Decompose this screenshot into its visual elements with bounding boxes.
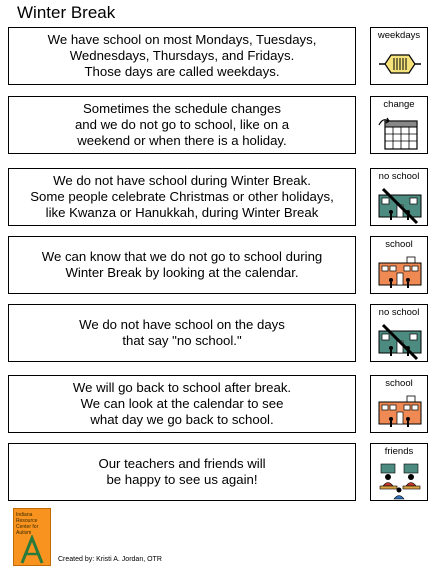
text-box-back-to-school	[8, 375, 356, 433]
icon-label: school	[385, 239, 413, 250]
text-box-no-school	[8, 168, 356, 226]
icon-card-school	[370, 375, 428, 433]
school-icon	[377, 394, 423, 432]
icon-label: change	[383, 99, 415, 110]
autism-a-logo-icon	[14, 535, 50, 565]
school-icon	[377, 255, 423, 293]
change-calendar-icon	[377, 115, 423, 153]
text-line: Wednesdays, Thursdays, and Fridays.	[69, 48, 295, 63]
icon-card-no-school	[370, 168, 428, 226]
text-line: weekend or when there is a holiday.	[77, 133, 287, 148]
no-school-icon	[377, 323, 423, 361]
text-box-no-school-days	[8, 304, 356, 362]
logo-text: Indiana Resource Center for Autism	[16, 512, 39, 536]
icon-label: school	[385, 378, 413, 389]
icon-label: friends	[384, 446, 414, 457]
text-line: be happy to see us again!	[106, 472, 258, 487]
text-line: Sometimes the schedule changes	[83, 101, 281, 116]
friends-icon	[377, 462, 423, 500]
credit-text: Created by: Kristi A. Jordan, OTR	[58, 556, 162, 563]
text-line: Some people celebrate Christmas or other holidays,	[30, 189, 334, 204]
irca-logo	[13, 508, 51, 566]
no-school-icon	[377, 187, 423, 225]
page-title: Winter Break	[17, 3, 116, 22]
text-line: We do not have school during Winter Break.	[53, 173, 311, 188]
text-line: Those days are called weekdays.	[84, 64, 280, 79]
icon-card-school	[370, 236, 428, 294]
text-box-schedule	[8, 96, 356, 154]
icon-card-change	[370, 96, 428, 154]
icon-label: no school	[378, 171, 420, 182]
text-line: We can know that we do not go to school during	[41, 249, 323, 264]
icon-label: weekdays	[377, 30, 421, 41]
text-line: Winter Break by looking at the calendar.	[65, 265, 299, 280]
text-line: like Kwanza or Hanukkah, during Winter Break	[45, 205, 319, 220]
text-line: Our teachers and friends will	[98, 456, 266, 471]
text-line: what day we go back to school.	[90, 412, 274, 427]
icon-card-no-school	[370, 304, 428, 362]
text-box-calendar	[8, 236, 356, 294]
icon-label: no school	[378, 307, 420, 318]
text-box-friends	[8, 443, 356, 501]
text-line: We do not have school on the days	[79, 317, 285, 332]
text-line: We can look at the calendar to see	[80, 396, 284, 411]
text-line: that say "no school."	[122, 333, 242, 348]
text-line: and we do not go to school, like on a	[74, 117, 290, 132]
icon-card-friends	[370, 443, 428, 501]
text-line: We have school on most Mondays, Tuesdays,	[47, 32, 317, 47]
weekdays-icon	[377, 46, 423, 82]
text-box-weekdays	[8, 27, 356, 85]
text-line: We will go back to school after break.	[72, 380, 292, 395]
icon-card-weekdays	[370, 27, 428, 85]
